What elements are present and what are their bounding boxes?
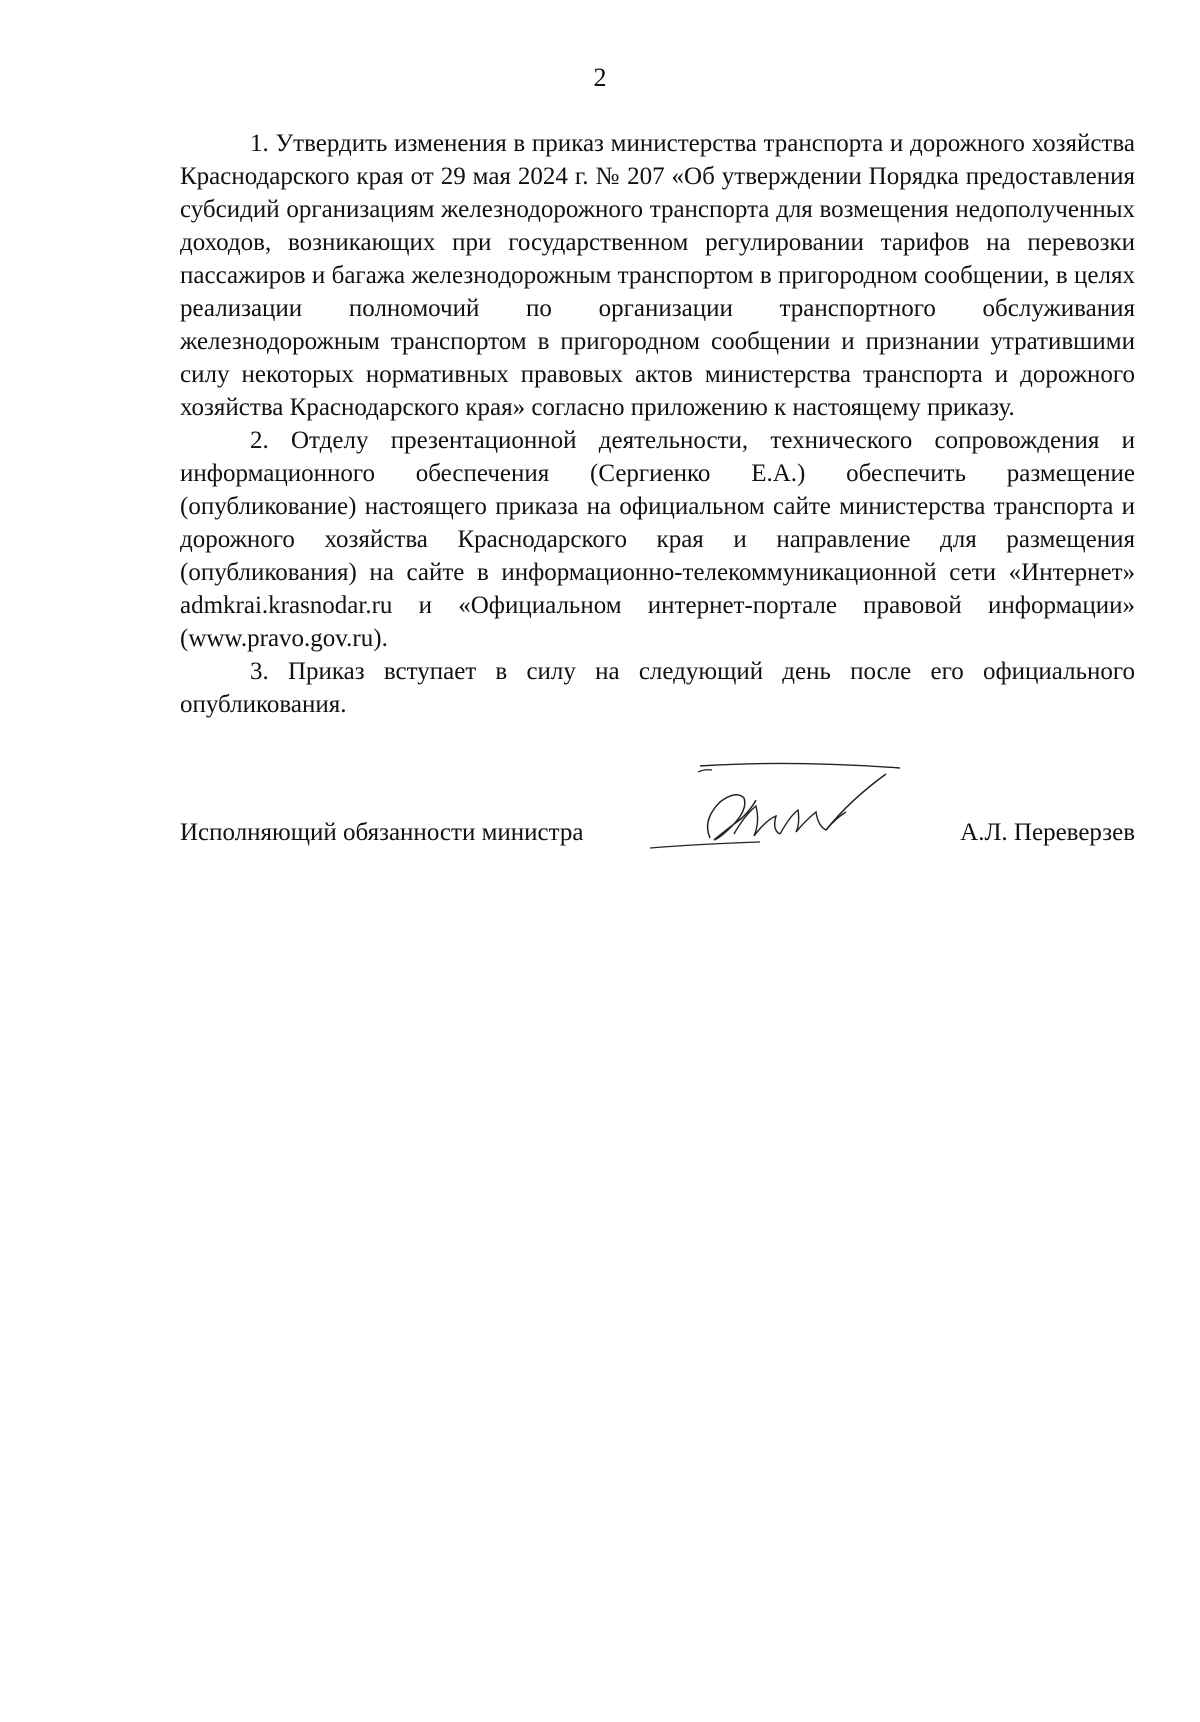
signature-block (180, 760, 1135, 880)
page-number: 2 (593, 63, 607, 92)
order-body (180, 127, 1135, 721)
paragraph-1: 1. Утвердить изменения в приказ министерства транспорта и дорожного хозяйства Краснодарского края от 29 мая 2024 г. № 207 «Об утверждении Порядка предоставления субсидий организациям железнодорожного транспорта для возмещения недополученных доходов, возникающих при государственном регулировании тарифов на перевозки пассажиров и багажа железнодорожным транспортом в пригородном сообщении, в целях реализации полномочий по организации транспортного обслуживания железнодорожным транспортом в пригородном сообщении и признании утратившими силу некоторых нормативных правовых актов министерства транспорта и дорожного хозяйства Краснодарского края» согласно приложению к настоящему приказу. (180, 130, 1135, 421)
signer-title: Исполняющий обязанности министра (180, 819, 584, 846)
signer-name: А.Л. Переверзев (960, 819, 1135, 846)
paragraph-3: 3. Приказ вступает в силу на следующий день после его официального опубликования. (180, 658, 1135, 718)
handwritten-signature (640, 760, 940, 870)
paragraph-2: 2. Отделу презентационной деятельности, технического сопровождения и информационного обеспечения (Сергиенко Е.А.) обеспечить размещение (опубликование) настоящего приказа на официальном сайте министерства транспорта и дорожного хозяйства Краснодарского края и направление для размещения (опубликования) на сайте в информационно-телекоммуникационной сети «Интернет» admkrai.krasnodar.ru и «Официальном интернет-портале правовой информации» (www.pravo.gov.ru). (180, 427, 1135, 652)
